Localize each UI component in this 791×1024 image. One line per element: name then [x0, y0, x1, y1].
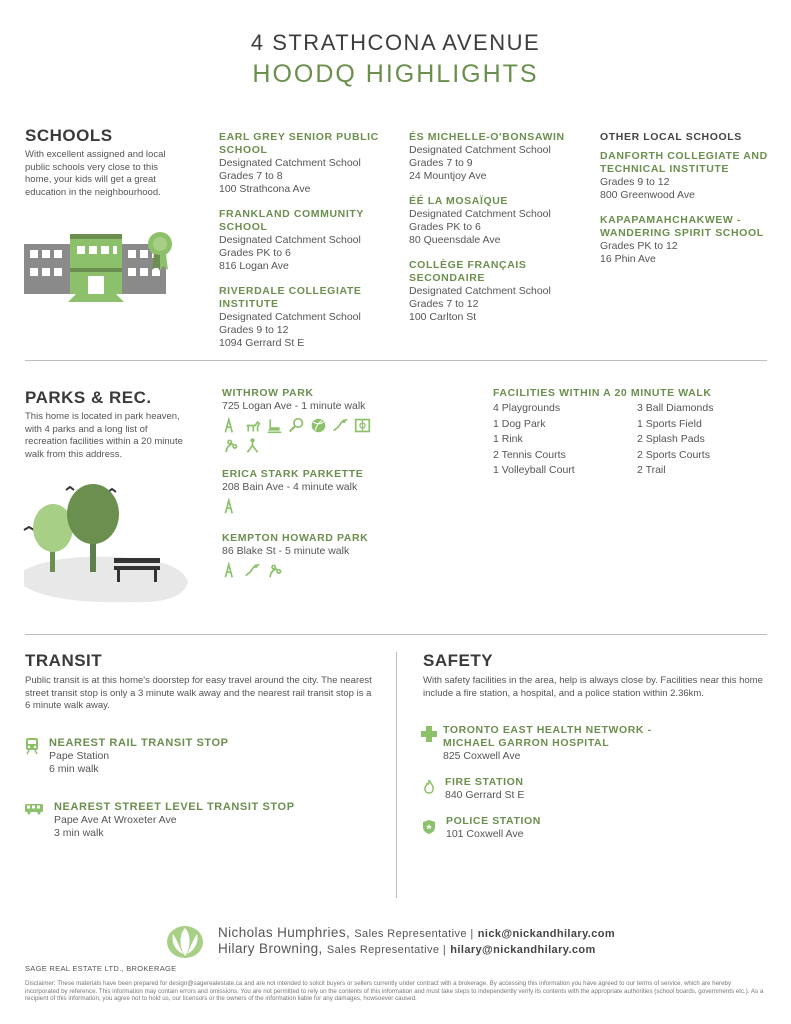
parks-heading: PARKS & REC.: [25, 388, 152, 407]
skate-icon: [266, 417, 283, 434]
facilities-heading: FACILITIES WITHIN A 20 MINUTE WALK: [493, 387, 712, 399]
facility-item: 3 Ball Diamonds: [637, 402, 714, 414]
police-station-name: POLICE STATION: [446, 815, 541, 827]
park-detail: 86 Blake St - 5 minute walk: [222, 545, 350, 557]
agent-2-line: [218, 941, 596, 956]
splash-icon: [222, 437, 239, 454]
park-name: KEMPTON HOWARD PARK: [222, 532, 369, 544]
playground-icon: [222, 498, 239, 515]
school-name: FRANKLAND COMMUNITY SCHOOL: [219, 208, 364, 233]
school-detail: Grades 9 to 12: [219, 324, 289, 336]
safety-description: With safety facilities in the area, help is always close by. Facilities near this home include a fire station, a hospital, and a police station within 2.36km.: [423, 675, 763, 699]
park-detail: 725 Logan Ave - 1 minute walk: [222, 400, 366, 412]
brokerage-name: SAGE REAL ESTATE LTD., BROKERAGE: [25, 964, 177, 973]
section-divider: [25, 634, 767, 635]
section-divider: [25, 360, 767, 361]
facility-item: 2 Tennis Courts: [493, 448, 566, 461]
school-item: [409, 195, 589, 247]
agent-2-name: Hilary Browning,: [218, 941, 323, 956]
school-detail: Grades PK to 6: [409, 221, 481, 233]
park-amenity-icons: [222, 498, 422, 518]
school-name: RIVERDALE COLLEGIATE INSTITUTE: [219, 285, 362, 310]
disclaimer-text: Disclaimer: These materials have been prepared for design@sagerealestate.ca and are not intended to solicit buyers or sellers currently under contract with a brokerage. By accessing this information you have agreed to our terms of service, which are hereby incorporated by reference. This information may contain errors and omissions. You are not permitted to rely on the contents of this information and must take steps to independently verify its contents with the appropriate authorities (school boards, governments etc.). As a recipient of this information, you agree not to hold us, our licensors or the owners of the information liable for any damages, howsoever caused.: [25, 980, 764, 1003]
hospital-cross-icon: [421, 726, 437, 742]
school-name: EARL GREY SENIOR PUBLIC SCHOOL: [219, 131, 379, 156]
facility-item: 2 Splash Pads: [637, 433, 705, 445]
train-icon: [24, 737, 40, 755]
trail-icon: [244, 562, 261, 579]
parks-list: [222, 387, 422, 582]
hospital-address: 825 Coxwell Ave: [443, 750, 521, 762]
hospital-name: TORONTO EAST HEALTH NETWORK - MICHAEL GARRON HOSPITAL: [443, 724, 652, 749]
schools-column-1: [219, 131, 399, 362]
park-detail: 208 Bain Ave - 4 minute walk: [222, 481, 358, 493]
fire-station-item: [445, 776, 695, 802]
park-item: [222, 532, 422, 582]
park-item: [222, 468, 422, 518]
school-detail: 100 Strathcona Ave: [219, 183, 311, 195]
police-station-item: [446, 815, 696, 841]
transit-heading: TRANSIT: [25, 651, 103, 670]
school-building-icon: [24, 228, 184, 308]
column-divider: [396, 652, 397, 898]
street-stop-label: NEAREST STREET LEVEL TRANSIT STOP: [54, 801, 295, 813]
field-icon: [354, 417, 371, 434]
school-detail: Designated Catchment School: [219, 157, 361, 169]
page-subtitle: HOODQ HIGHLIGHTS: [252, 60, 539, 88]
tennis-icon: [288, 417, 305, 434]
school-name: COLLÈGE FRANÇAIS SECONDAIRE: [409, 259, 527, 284]
fire-station-address: 840 Gerrard St E: [445, 789, 525, 801]
rail-stop-label: NEAREST RAIL TRANSIT STOP: [49, 737, 229, 749]
sports-court-icon: [244, 437, 261, 454]
rail-stop-walk: 6 min walk: [49, 763, 99, 775]
playground-icon: [222, 562, 239, 579]
school-item: [219, 208, 399, 273]
school-detail: Grades 7 to 9: [409, 157, 473, 169]
facility-item: 2 Sports Courts: [637, 448, 710, 461]
facilities-list-right: [637, 401, 713, 479]
school-name: KAPAPAMAHCHAKWEW - WANDERING SPIRIT SCHOOL: [600, 214, 764, 239]
school-detail: Grades 9 to 12: [600, 176, 670, 188]
facility-item: 2 Trail: [637, 464, 666, 476]
school-detail: 80 Queensdale Ave: [409, 234, 501, 246]
sage-logo-icon: [165, 924, 205, 960]
school-item: [219, 285, 399, 350]
agent-2-role: Sales Representative |: [326, 944, 447, 956]
schools-heading: SCHOOLS: [25, 126, 113, 145]
schools-column-2: [409, 131, 589, 336]
park-name: ERICA STARK PARKETTE: [222, 468, 364, 480]
street-stop-walk: 3 min walk: [54, 827, 104, 839]
school-item: [409, 259, 559, 324]
park-trees-icon: [22, 482, 192, 606]
agent-2-email[interactable]: hilary@nickandhilary.com: [450, 944, 596, 956]
agent-1-name: Nicholas Humphries,: [218, 925, 351, 940]
school-name: ÉS MICHELLE-O'BONSAWIN: [409, 131, 565, 143]
school-detail: 1094 Gerrard St E: [219, 337, 305, 349]
police-shield-icon: [422, 819, 436, 835]
school-detail: Grades 7 to 8: [219, 170, 283, 182]
school-detail: Designated Catchment School: [409, 208, 551, 220]
transit-description: Public transit is at this home's doorstep for easy travel around the city. The nearest street transit stop is only a 3 minute walk away and the nearest rail transit stop is a 6 minute walk away.: [25, 675, 372, 711]
school-item: [409, 131, 589, 183]
school-detail: 816 Logan Ave: [219, 260, 289, 272]
schools-column-3: [600, 131, 780, 278]
park-name: WITHROW PARK: [222, 387, 314, 399]
other-schools-heading: OTHER LOCAL SCHOOLS: [600, 131, 742, 143]
school-item: [600, 150, 780, 202]
agent-1-email[interactable]: nick@nickandhilary.com: [477, 928, 616, 940]
facility-item: 1 Volleyball Court: [493, 464, 575, 476]
police-station-address: 101 Coxwell Ave: [446, 828, 524, 840]
parks-description: This home is located in park heaven, with 4 parks and a long list of recreation facilities within a 20 minute walk from this address.: [25, 411, 183, 460]
hospital-item: [443, 724, 693, 763]
school-detail: 24 Mountjoy Ave: [409, 170, 487, 182]
facility-item: 1 Sports Field: [637, 417, 702, 430]
street-stop-station: Pape Ave At Wroxeter Ave: [54, 814, 177, 826]
school-detail: 100 Carlton St: [409, 311, 477, 323]
school-detail: Grades 7 to 12: [409, 298, 479, 310]
facilities-list-left: [493, 401, 575, 479]
schools-description: With excellent assigned and local public schools very close to this home, your kids will get a great education in the neighbourhood.: [25, 149, 166, 198]
bus-icon: [24, 803, 44, 815]
park-amenity-icons: [222, 562, 422, 582]
dog-icon: [244, 417, 261, 434]
fire-icon: [423, 779, 435, 795]
agent-1-line: [218, 925, 615, 940]
facility-item: 1 Rink: [493, 433, 523, 445]
fire-station-name: FIRE STATION: [445, 776, 524, 788]
agent-1-role: Sales Representative |: [354, 928, 474, 940]
school-detail: 16 Phin Ave: [600, 253, 656, 265]
safety-heading: SAFETY: [423, 651, 494, 670]
facility-item: 4 Playgrounds: [493, 402, 561, 414]
splash-icon: [266, 562, 283, 579]
school-item: [219, 131, 399, 196]
school-detail: Grades PK to 6: [219, 247, 291, 259]
trail-icon: [332, 417, 349, 434]
school-detail: Designated Catchment School: [409, 285, 551, 297]
page-title: 4 STRATHCONA AVENUE: [250, 30, 541, 55]
facility-item: 1 Dog Park: [493, 417, 546, 430]
park-item: [222, 387, 422, 454]
park-amenity-icons: [222, 417, 387, 454]
school-detail: Designated Catchment School: [409, 144, 551, 156]
school-detail: Grades PK to 12: [600, 240, 678, 252]
rail-stop-station: Pape Station: [49, 750, 110, 762]
school-detail: Designated Catchment School: [219, 234, 361, 246]
school-name: ÉÉ LA MOSAÏQUE: [409, 195, 509, 207]
school-detail: Designated Catchment School: [219, 311, 361, 323]
volleyball-icon: [310, 417, 327, 434]
school-name: DANFORTH COLLEGIATE AND TECHNICAL INSTITUTE: [600, 150, 768, 175]
school-detail: 800 Greenwood Ave: [600, 189, 695, 201]
school-item: [600, 214, 780, 266]
playground-icon: [222, 417, 239, 434]
